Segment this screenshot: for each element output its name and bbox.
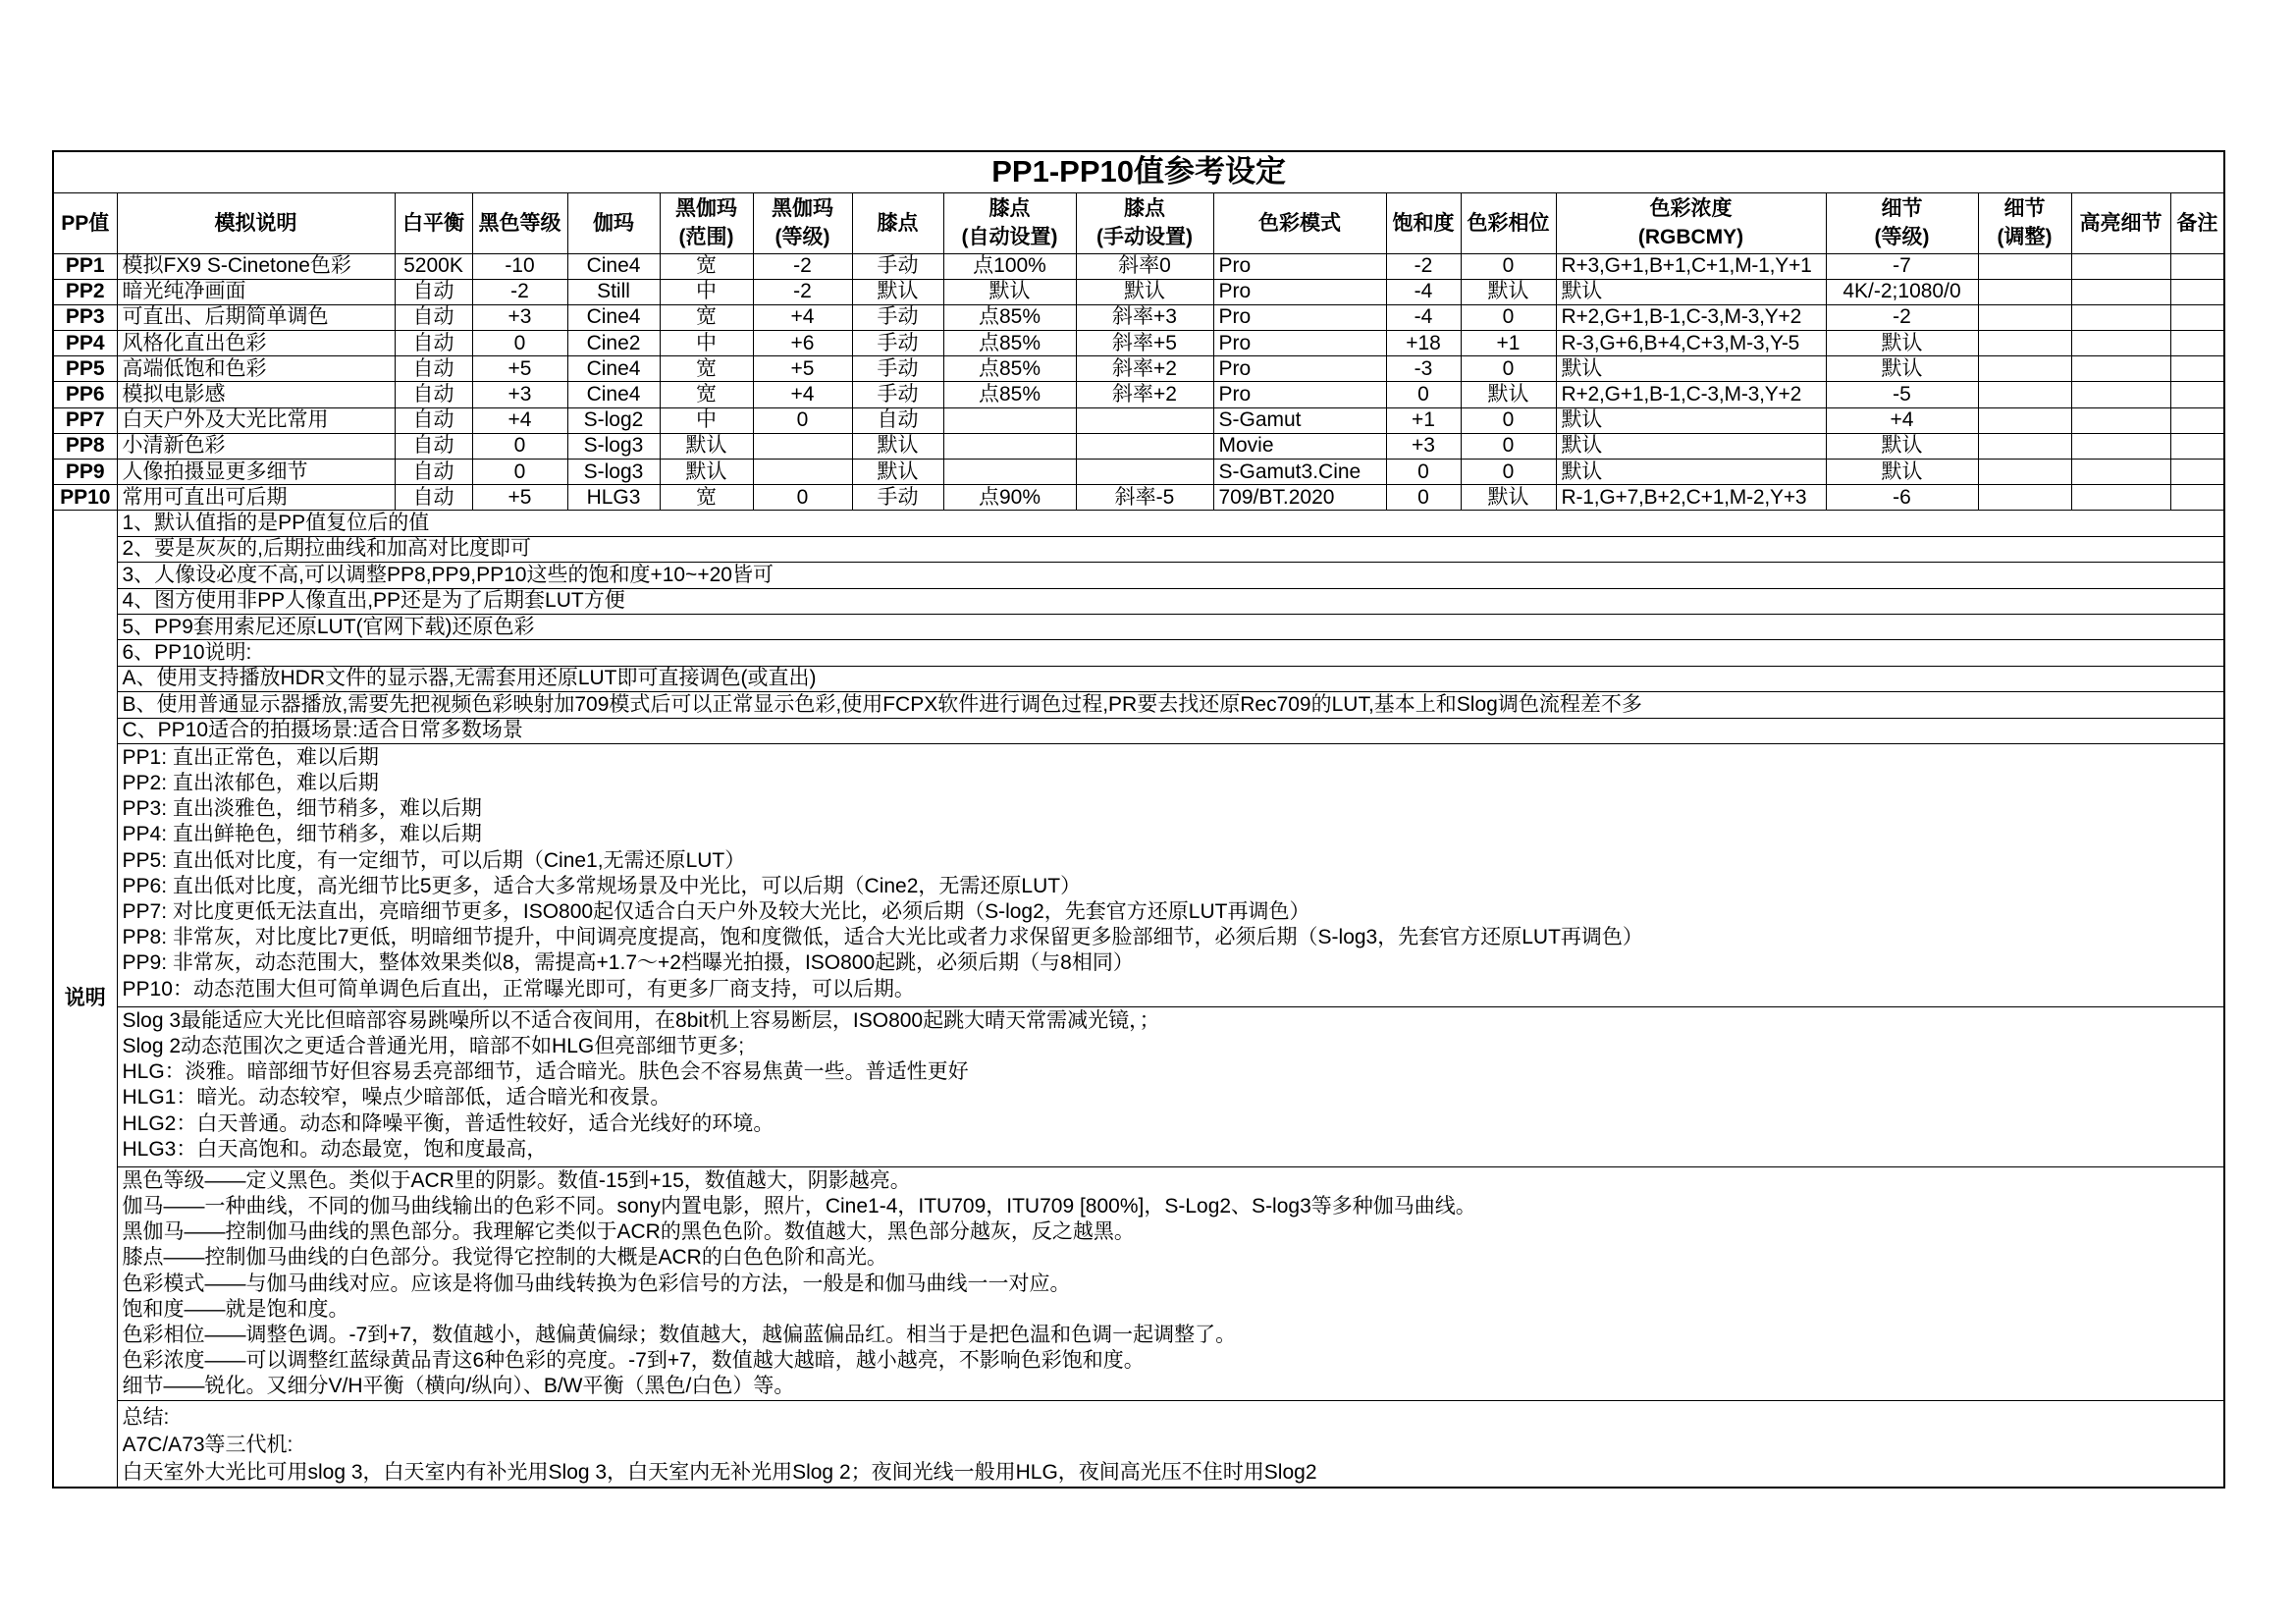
cell-pp: PP3 bbox=[53, 304, 117, 330]
cell-detail-level: -6 bbox=[1826, 485, 1978, 511]
note-row bbox=[53, 588, 2224, 614]
cell-knee-auto: 点85% bbox=[943, 356, 1076, 382]
cell-remarks bbox=[2170, 485, 2224, 511]
note-line: 白天室外大光比可用slog 3，白天室内有补光用Slog 3，白天室内无补光用Slog 2；夜间光线一般用HLG，夜间高光压不住时用Slog2 bbox=[122, 1460, 1317, 1484]
cell-saturation: +3 bbox=[1386, 433, 1461, 459]
cell-color-mode: Pro bbox=[1213, 304, 1386, 330]
cell-knee-manual bbox=[1076, 433, 1213, 459]
cell-knee: 手动 bbox=[852, 253, 943, 279]
table-row bbox=[53, 485, 2224, 511]
cell-remarks bbox=[2170, 304, 2224, 330]
cell-detail-level: -2 bbox=[1826, 304, 1978, 330]
cell-color-depth: R+3,G+1,B+1,C+1,M-1,Y+1 bbox=[1556, 253, 1826, 279]
note-item: 2、要是灰灰的,后期拉曲线和加高对比度即可 bbox=[117, 536, 2224, 562]
col-black-gamma-level-header bbox=[753, 192, 852, 253]
cell-highlight-detail bbox=[2071, 485, 2170, 511]
cell-gamma: S-log3 bbox=[567, 433, 660, 459]
note-line: PP10：动态范围大但可简单调色后直出，正常曝光即可，有更多厂商支持，可以后期。 bbox=[122, 977, 915, 1001]
col-color-depth-header bbox=[1556, 192, 1826, 253]
col-detail-level-header bbox=[1826, 192, 1978, 253]
header-label: 膝点 bbox=[988, 197, 1031, 220]
cell-pp: PP10 bbox=[53, 485, 117, 511]
cell-pp: PP1 bbox=[53, 253, 117, 279]
cell-color-phase: +1 bbox=[1461, 331, 1556, 356]
table-row bbox=[53, 433, 2224, 459]
cell-saturation: -4 bbox=[1386, 279, 1461, 304]
note-line: 黑色等级——定义黑色。类似于ACR里的阴影。数值-15到+15，数值越大，阴影越亮。 bbox=[122, 1168, 911, 1192]
header-label: 色彩浓度 bbox=[1649, 197, 1733, 220]
cell-saturation: +18 bbox=[1386, 331, 1461, 356]
note-item: 4、图方使用非PP人像直出,PP还是为了后期套LUT方便 bbox=[117, 588, 2224, 614]
header-label: 细节 bbox=[1881, 197, 1923, 220]
note-line: 色彩相位——调整色调。-7到+7，数值越小，越偏黄偏绿；数值越大，越偏蓝偏品红。相当于是把色温和色调一起调整了。 bbox=[122, 1324, 1237, 1347]
note-line: PP5: 直出低对比度，有一定细节，可以后期（Cine1,无需还原LUT） bbox=[122, 848, 746, 872]
cell-color-mode: Pro bbox=[1213, 356, 1386, 382]
header-label: 色彩模式 bbox=[1258, 211, 1341, 235]
cell-color-phase: 默认 bbox=[1461, 279, 1556, 304]
cell-pp: PP8 bbox=[53, 433, 117, 459]
cell-knee-auto: 点85% bbox=[943, 331, 1076, 356]
cell-color-mode: Pro bbox=[1213, 382, 1386, 407]
table-row bbox=[53, 382, 2224, 407]
cell-description: 风格化直出色彩 bbox=[117, 331, 395, 356]
cell-description: 模拟电影感 bbox=[117, 382, 395, 407]
cell-black-gamma-range: 中 bbox=[660, 331, 753, 356]
header-label: 膝点 bbox=[877, 211, 919, 235]
header-label: 白平衡 bbox=[402, 211, 464, 235]
cell-knee: 手动 bbox=[852, 485, 943, 511]
header-label: 黑伽玛 bbox=[772, 197, 833, 220]
cell-black-gamma-range: 默认 bbox=[660, 460, 753, 485]
header-row bbox=[53, 192, 2224, 253]
note-row bbox=[53, 718, 2224, 743]
cell-knee-manual: 斜率+3 bbox=[1076, 304, 1213, 330]
header-label: 细节 bbox=[2003, 197, 2046, 220]
cell-knee-manual bbox=[1076, 407, 1213, 433]
pp-settings-sheet bbox=[52, 150, 2225, 1489]
note-block-row bbox=[53, 1006, 2224, 1166]
note-line: PP7: 对比度更低无法直出，亮暗细节更多，ISO800起仅适合白天户外及较大光比，必须后期（S-log2，先套官方还原LUT再调色） bbox=[122, 900, 1310, 924]
col-knee-header bbox=[852, 192, 943, 253]
note-block-row bbox=[53, 743, 2224, 1006]
table-row bbox=[53, 253, 2224, 279]
sheet-title: PP1-PP10值参考设定 bbox=[53, 151, 2224, 192]
note-item: C、PP10适合的拍摄场景:适合日常多数场景 bbox=[117, 718, 2224, 743]
cell-description: 模拟FX9 S-Cinetone色彩 bbox=[117, 253, 395, 279]
note-row bbox=[53, 511, 2224, 536]
cell-black-level: 0 bbox=[472, 331, 567, 356]
note-line: PP6: 直出低对比度，高光细节比5更多，适合大多常规场景及中光比，可以后期（Cine2，无需还原LUT） bbox=[122, 874, 1082, 897]
cell-knee-manual: 斜率+2 bbox=[1076, 356, 1213, 382]
note-line: 膝点——控制伽马曲线的白色部分。我觉得它控制的大概是ACR的白色色阶和高光。 bbox=[122, 1246, 887, 1270]
cell-color-depth: 默认 bbox=[1556, 460, 1826, 485]
cell-detail-level: +4 bbox=[1826, 407, 1978, 433]
header-label: (RGBCMY) bbox=[1637, 226, 1744, 248]
cell-highlight-detail bbox=[2071, 460, 2170, 485]
note-item: 3、人像设必度不高,可以调整PP8,PP9,PP10这些的饱和度+10~+20皆可 bbox=[117, 563, 2224, 588]
cell-highlight-detail bbox=[2071, 253, 2170, 279]
cell-detail-adjust bbox=[1978, 279, 2071, 304]
cell-saturation: +1 bbox=[1386, 407, 1461, 433]
cell-remarks bbox=[2170, 460, 2224, 485]
cell-detail-level: 默认 bbox=[1826, 433, 1978, 459]
cell-color-depth: 默认 bbox=[1556, 433, 1826, 459]
cell-black-level: +3 bbox=[472, 304, 567, 330]
cell-black-gamma-level: +4 bbox=[753, 382, 852, 407]
cell-color-phase: 0 bbox=[1461, 304, 1556, 330]
title-row bbox=[53, 151, 2224, 192]
col-pp-header bbox=[53, 192, 117, 253]
cell-black-gamma-range: 中 bbox=[660, 279, 753, 304]
cell-detail-adjust bbox=[1978, 331, 2071, 356]
cell-black-gamma-range: 宽 bbox=[660, 356, 753, 382]
cell-black-gamma-range: 中 bbox=[660, 407, 753, 433]
cell-black-gamma-level: -2 bbox=[753, 279, 852, 304]
cell-color-depth: R+2,G+1,B-1,C-3,M-3,Y+2 bbox=[1556, 382, 1826, 407]
note-block bbox=[117, 1006, 2224, 1166]
note-line: 总结: bbox=[122, 1405, 170, 1429]
cell-knee-auto: 点90% bbox=[943, 485, 1076, 511]
header-label: (手动设置) bbox=[1096, 226, 1193, 248]
cell-remarks bbox=[2170, 433, 2224, 459]
cell-detail-level: -5 bbox=[1826, 382, 1978, 407]
col-color-phase-header bbox=[1461, 192, 1556, 253]
cell-saturation: 0 bbox=[1386, 485, 1461, 511]
table-row bbox=[53, 331, 2224, 356]
cell-white-balance: 自动 bbox=[395, 485, 472, 511]
cell-remarks bbox=[2170, 382, 2224, 407]
table-row bbox=[53, 304, 2224, 330]
col-highlight-detail-header bbox=[2071, 192, 2170, 253]
cell-color-depth: 默认 bbox=[1556, 356, 1826, 382]
cell-remarks bbox=[2170, 331, 2224, 356]
cell-saturation: -3 bbox=[1386, 356, 1461, 382]
cell-saturation: -4 bbox=[1386, 304, 1461, 330]
cell-detail-adjust bbox=[1978, 304, 2071, 330]
cell-black-gamma-level bbox=[753, 460, 852, 485]
cell-gamma: Cine4 bbox=[567, 253, 660, 279]
col-remarks-header bbox=[2170, 192, 2224, 253]
cell-highlight-detail bbox=[2071, 356, 2170, 382]
cell-gamma: HLG3 bbox=[567, 485, 660, 511]
cell-pp: PP4 bbox=[53, 331, 117, 356]
cell-detail-level: 默认 bbox=[1826, 331, 1978, 356]
header-label: (等级) bbox=[1874, 226, 1930, 248]
header-label: (调整) bbox=[1997, 226, 2053, 248]
cell-knee-manual: 斜率+5 bbox=[1076, 331, 1213, 356]
table-row bbox=[53, 279, 2224, 304]
header-label: 膝点 bbox=[1124, 197, 1165, 220]
cell-knee: 手动 bbox=[852, 356, 943, 382]
cell-description: 暗光纯净画面 bbox=[117, 279, 395, 304]
cell-black-level: 0 bbox=[472, 460, 567, 485]
table-row bbox=[53, 460, 2224, 485]
cell-highlight-detail bbox=[2071, 304, 2170, 330]
cell-gamma: Cine4 bbox=[567, 356, 660, 382]
note-line: 饱和度——就是饱和度。 bbox=[122, 1297, 349, 1321]
cell-knee-manual bbox=[1076, 460, 1213, 485]
cell-description: 白天户外及大光比常用 bbox=[117, 407, 395, 433]
cell-description: 小清新色彩 bbox=[117, 433, 395, 459]
cell-detail-adjust bbox=[1978, 382, 2071, 407]
cell-black-level: -10 bbox=[472, 253, 567, 279]
note-line: PP2: 直出浓郁色，难以后期 bbox=[122, 772, 379, 795]
cell-black-gamma-level: +6 bbox=[753, 331, 852, 356]
cell-pp: PP9 bbox=[53, 460, 117, 485]
note-line: PP1: 直出正常色，难以后期 bbox=[122, 745, 379, 769]
cell-pp: PP5 bbox=[53, 356, 117, 382]
header-label: 模拟说明 bbox=[214, 211, 297, 235]
col-detail-adjust-header bbox=[1978, 192, 2071, 253]
cell-detail-adjust bbox=[1978, 356, 2071, 382]
note-line: HLG1：暗光。动态较窄，噪点少暗部低，适合暗光和夜景。 bbox=[122, 1086, 671, 1110]
cell-black-level: 0 bbox=[472, 433, 567, 459]
cell-highlight-detail bbox=[2071, 331, 2170, 356]
cell-knee-auto bbox=[943, 460, 1076, 485]
header-label: (范围) bbox=[678, 226, 734, 248]
cell-white-balance: 自动 bbox=[395, 382, 472, 407]
cell-pp: PP6 bbox=[53, 382, 117, 407]
cell-knee-auto: 点85% bbox=[943, 382, 1076, 407]
cell-detail-adjust bbox=[1978, 407, 2071, 433]
cell-black-level: +5 bbox=[472, 485, 567, 511]
col-white-balance-header bbox=[395, 192, 472, 253]
cell-knee: 手动 bbox=[852, 331, 943, 356]
cell-color-phase: 默认 bbox=[1461, 485, 1556, 511]
cell-white-balance: 自动 bbox=[395, 279, 472, 304]
cell-black-gamma-level: +4 bbox=[753, 304, 852, 330]
cell-detail-adjust bbox=[1978, 433, 2071, 459]
cell-gamma: Still bbox=[567, 279, 660, 304]
cell-color-mode: Pro bbox=[1213, 331, 1386, 356]
header-label: 备注 bbox=[2176, 211, 2218, 235]
note-item: 5、PP9套用索尼还原LUT(官网下载)还原色彩 bbox=[117, 614, 2224, 639]
note-block bbox=[117, 743, 2224, 1006]
note-line: 色彩浓度——可以调整红蓝绿黄品青这6种色彩的亮度。-7到+7，数值越大越暗，越小越亮，不影响色彩饱和度。 bbox=[122, 1349, 1145, 1373]
cell-knee: 自动 bbox=[852, 407, 943, 433]
note-line: Slog 3最能适应大光比但暗部容易跳噪所以不适合夜间用，在8bit机上容易断层，ISO800起跳大晴天常需减光镜，； bbox=[122, 1008, 1160, 1032]
cell-pp: PP2 bbox=[53, 279, 117, 304]
cell-description: 人像拍摄显更多细节 bbox=[117, 460, 395, 485]
cell-color-mode: S-Gamut3.Cine bbox=[1213, 460, 1386, 485]
cell-white-balance: 自动 bbox=[395, 433, 472, 459]
note-row bbox=[53, 640, 2224, 666]
cell-color-mode: Pro bbox=[1213, 253, 1386, 279]
cell-knee: 手动 bbox=[852, 382, 943, 407]
cell-black-gamma-range: 宽 bbox=[660, 485, 753, 511]
col-knee-auto-header bbox=[943, 192, 1076, 253]
cell-black-gamma-range: 默认 bbox=[660, 433, 753, 459]
header-label: PP值 bbox=[61, 211, 110, 235]
cell-black-gamma-range: 宽 bbox=[660, 304, 753, 330]
cell-black-gamma-level: 0 bbox=[753, 485, 852, 511]
header-label: 黑色等级 bbox=[478, 211, 561, 235]
cell-saturation: 0 bbox=[1386, 382, 1461, 407]
note-line: A7C/A73等三代机: bbox=[122, 1433, 294, 1456]
cell-black-gamma-level: 0 bbox=[753, 407, 852, 433]
note-line: 伽马——一种曲线，不同的伽马曲线输出的色彩不同。sony内置电影，照片，Cine1-4，ITU709，ITU709 [800%]，S-Log2、S-log3等多种伽马曲线。 bbox=[122, 1195, 1476, 1218]
cell-color-phase: 0 bbox=[1461, 407, 1556, 433]
cell-description: 高端低饱和色彩 bbox=[117, 356, 395, 382]
note-row bbox=[53, 692, 2224, 718]
cell-detail-level: -7 bbox=[1826, 253, 1978, 279]
sheet-body bbox=[53, 151, 2224, 1488]
note-row bbox=[53, 563, 2224, 588]
cell-knee-manual: 斜率+2 bbox=[1076, 382, 1213, 407]
cell-detail-adjust bbox=[1978, 460, 2071, 485]
col-gamma-header bbox=[567, 192, 660, 253]
cell-gamma: S-log2 bbox=[567, 407, 660, 433]
cell-white-balance: 自动 bbox=[395, 304, 472, 330]
cell-gamma: Cine4 bbox=[567, 382, 660, 407]
cell-color-mode: Movie bbox=[1213, 433, 1386, 459]
cell-black-level: +4 bbox=[472, 407, 567, 433]
cell-color-depth: R-3,G+6,B+4,C+3,M-3,Y-5 bbox=[1556, 331, 1826, 356]
cell-color-mode: 709/BT.2020 bbox=[1213, 485, 1386, 511]
cell-knee-auto bbox=[943, 407, 1076, 433]
cell-gamma: Cine4 bbox=[567, 304, 660, 330]
note-line: HLG2：白天普通。动态和降噪平衡，普适性较好，适合光线好的环境。 bbox=[122, 1111, 774, 1135]
header-label: 高亮细节 bbox=[2079, 211, 2163, 235]
cell-black-gamma-range: 宽 bbox=[660, 382, 753, 407]
col-knee-manual-header bbox=[1076, 192, 1213, 253]
cell-knee-auto: 默认 bbox=[943, 279, 1076, 304]
cell-remarks bbox=[2170, 253, 2224, 279]
cell-black-level: -2 bbox=[472, 279, 567, 304]
cell-detail-adjust bbox=[1978, 253, 2071, 279]
cell-saturation: 0 bbox=[1386, 460, 1461, 485]
note-line: 黑伽马——控制伽马曲线的黑色部分。我理解它类似于ACR的黑色色阶。数值越大，黑色部分越灰，反之越黑。 bbox=[122, 1220, 1135, 1244]
cell-detail-level: 默认 bbox=[1826, 356, 1978, 382]
cell-knee-auto: 点100% bbox=[943, 253, 1076, 279]
table-row bbox=[53, 407, 2224, 433]
cell-knee: 默认 bbox=[852, 433, 943, 459]
cell-white-balance: 自动 bbox=[395, 331, 472, 356]
cell-color-phase: 0 bbox=[1461, 460, 1556, 485]
cell-saturation: -2 bbox=[1386, 253, 1461, 279]
cell-white-balance: 自动 bbox=[395, 407, 472, 433]
cell-color-phase: 0 bbox=[1461, 253, 1556, 279]
note-row bbox=[53, 666, 2224, 691]
cell-black-gamma-range: 宽 bbox=[660, 253, 753, 279]
cell-detail-adjust bbox=[1978, 485, 2071, 511]
note-row bbox=[53, 536, 2224, 562]
cell-black-level: +5 bbox=[472, 356, 567, 382]
note-line: Slog 2动态范围次之更适合普通光用，暗部不如HLG但亮部细节更多; bbox=[122, 1035, 745, 1058]
header-label: (等级) bbox=[774, 226, 830, 248]
cell-gamma: Cine2 bbox=[567, 331, 660, 356]
note-item: 1、默认值指的是PP值复位后的值 bbox=[117, 511, 2224, 536]
cell-remarks bbox=[2170, 356, 2224, 382]
note-row bbox=[53, 614, 2224, 639]
cell-remarks bbox=[2170, 407, 2224, 433]
note-line: PP9: 非常灰，动态范围大，整体效果类似8，需提高+1.7～+2档曝光拍摄，ISO800起跳，必须后期（与8相同） bbox=[122, 951, 1134, 975]
cell-color-mode: S-Gamut bbox=[1213, 407, 1386, 433]
cell-detail-level: 默认 bbox=[1826, 460, 1978, 485]
cell-white-balance: 5200K bbox=[395, 253, 472, 279]
col-description-header bbox=[117, 192, 395, 253]
cell-knee-manual: 斜率0 bbox=[1076, 253, 1213, 279]
note-line: PP8: 非常灰，对比度比7更低，明暗细节提升，中间调亮度提高，饱和度微低，适合大光比或者力求保留更多脸部细节，必须后期（S-log3，先套官方还原LUT再调色） bbox=[122, 926, 1643, 949]
note-item: B、使用普通显示器播放,需要先把视频色彩映射加709模式后可以正常显示色彩,使用FCPX软件进行调色过程,PR要去找还原Rec709的LUT,基本上和Slog调色流程差不多 bbox=[117, 692, 2224, 718]
cell-color-depth: 默认 bbox=[1556, 407, 1826, 433]
note-line: HLG3：白天高饱和。动态最宽，饱和度最高， bbox=[122, 1137, 548, 1161]
cell-color-depth: 默认 bbox=[1556, 279, 1826, 304]
note-line: 细节——锐化。又细分V/H平衡（横向/纵向）、B/W平衡（黑色/白色）等。 bbox=[122, 1375, 795, 1398]
cell-knee-manual: 默认 bbox=[1076, 279, 1213, 304]
table-row bbox=[53, 356, 2224, 382]
cell-color-depth: R+2,G+1,B-1,C-3,M-3,Y+2 bbox=[1556, 304, 1826, 330]
cell-color-phase: 0 bbox=[1461, 433, 1556, 459]
notes-label: 说明 bbox=[53, 511, 117, 1489]
note-line: HLG：淡雅。暗部细节好但容易丢亮部细节，适合暗光。肤色会不容易焦黄一些。普适性更好 bbox=[122, 1060, 969, 1084]
cell-knee-auto: 点85% bbox=[943, 304, 1076, 330]
cell-white-balance: 自动 bbox=[395, 460, 472, 485]
note-line: PP4: 直出鲜艳色，细节稍多，难以后期 bbox=[122, 823, 482, 846]
header-label: 伽玛 bbox=[593, 211, 634, 235]
cell-black-gamma-level: +5 bbox=[753, 356, 852, 382]
cell-color-depth: R-1,G+7,B+2,C+1,M-2,Y+3 bbox=[1556, 485, 1826, 511]
cell-color-mode: Pro bbox=[1213, 279, 1386, 304]
cell-highlight-detail bbox=[2071, 279, 2170, 304]
header-label: 色彩相位 bbox=[1467, 211, 1550, 235]
header-label: (自动设置) bbox=[961, 226, 1058, 248]
header-label: 饱和度 bbox=[1392, 211, 1455, 235]
cell-knee-auto bbox=[943, 433, 1076, 459]
col-black-level-header bbox=[472, 192, 567, 253]
note-item: A、使用支持播放HDR文件的显示器,无需套用还原LUT即可直接调色(或直出) bbox=[117, 666, 2224, 691]
cell-knee: 默认 bbox=[852, 279, 943, 304]
note-line: PP3: 直出淡雅色，细节稍多，难以后期 bbox=[122, 797, 482, 821]
note-block bbox=[117, 1400, 2224, 1488]
cell-highlight-detail bbox=[2071, 433, 2170, 459]
cell-black-gamma-level bbox=[753, 433, 852, 459]
note-block-row bbox=[53, 1400, 2224, 1488]
note-block-row bbox=[53, 1166, 2224, 1400]
cell-white-balance: 自动 bbox=[395, 356, 472, 382]
col-color-mode-header bbox=[1213, 192, 1386, 253]
col-black-gamma-range-header bbox=[660, 192, 753, 253]
header-label: 黑伽玛 bbox=[675, 197, 737, 220]
cell-detail-level: 4K/-2;1080/0 bbox=[1826, 279, 1978, 304]
cell-gamma: S-log3 bbox=[567, 460, 660, 485]
cell-highlight-detail bbox=[2071, 407, 2170, 433]
cell-black-gamma-level: -2 bbox=[753, 253, 852, 279]
note-item: 6、PP10说明: bbox=[117, 640, 2224, 666]
cell-description: 常用可直出可后期 bbox=[117, 485, 395, 511]
cell-description: 可直出、后期简单调色 bbox=[117, 304, 395, 330]
cell-knee: 默认 bbox=[852, 460, 943, 485]
cell-knee-manual: 斜率-5 bbox=[1076, 485, 1213, 511]
cell-color-phase: 0 bbox=[1461, 356, 1556, 382]
cell-highlight-detail bbox=[2071, 382, 2170, 407]
cell-black-level: +3 bbox=[472, 382, 567, 407]
cell-remarks bbox=[2170, 279, 2224, 304]
cell-knee: 手动 bbox=[852, 304, 943, 330]
cell-color-phase: 默认 bbox=[1461, 382, 1556, 407]
col-saturation-header bbox=[1386, 192, 1461, 253]
note-line: 色彩模式——与伽马曲线对应。应该是将伽马曲线转换为色彩信号的方法，一般是和伽马曲线一一对应。 bbox=[122, 1272, 1071, 1295]
cell-pp: PP7 bbox=[53, 407, 117, 433]
note-block bbox=[117, 1166, 2224, 1400]
